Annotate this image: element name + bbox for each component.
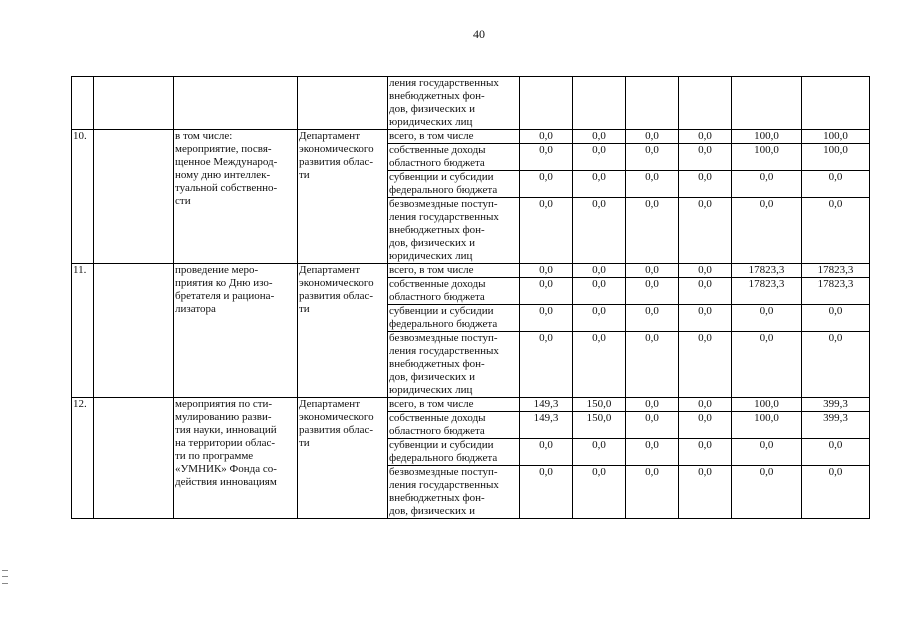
executor-cell-line: развития облас-: [299, 156, 374, 168]
value-cell: 17823,3: [802, 264, 870, 278]
funding-table: [71, 76, 870, 519]
funding-source-cell-line: федерального бюджета: [389, 184, 498, 196]
funding-source-cell-line: федерального бюджета: [389, 318, 498, 330]
funding-source-cell-line: дов, физических и: [389, 505, 475, 517]
value-cell: 0,0: [679, 439, 732, 466]
funding-source-cell: [388, 278, 520, 305]
funding-source-cell-line: собственные доходы: [389, 278, 486, 290]
empty-value-cell: [573, 77, 626, 130]
measure-name-cell-line: действия инновациям: [175, 476, 277, 488]
funding-source-cell-line: федерального бюджета: [389, 452, 498, 464]
measure-name-cell-line: туальной собственно-: [175, 182, 278, 194]
funding-source-cell-line: всего, в том числе: [389, 398, 474, 410]
value-cell: 0,0: [573, 198, 626, 264]
value-cell: 0,0: [679, 171, 732, 198]
value-cell: 0,0: [802, 198, 870, 264]
value-cell: 150,0: [573, 398, 626, 412]
funding-source-cell: [388, 130, 520, 144]
value-cell: 100,0: [732, 398, 802, 412]
value-cell: 0,0: [626, 398, 679, 412]
executor-cell-line: ти: [299, 437, 310, 449]
executor-cell-line: экономического: [299, 411, 374, 423]
value-cell: 0,0: [732, 466, 802, 519]
funding-source-cell-line: субвенции и субсидии: [389, 439, 494, 451]
value-cell: 0,0: [679, 398, 732, 412]
value-cell: 0,0: [679, 305, 732, 332]
measure-name-cell-line: мулированию разви-: [175, 411, 272, 423]
value-cell: 149,3: [520, 398, 573, 412]
value-cell: 0,0: [732, 332, 802, 398]
value-cell: 0,0: [802, 466, 870, 519]
value-cell: 149,3: [520, 412, 573, 439]
value-cell: 0,0: [626, 198, 679, 264]
value-cell: 17823,3: [732, 264, 802, 278]
value-cell: 0,0: [626, 264, 679, 278]
value-cell: 0,0: [802, 305, 870, 332]
empty-value-cell: [520, 77, 573, 130]
value-cell: 0,0: [520, 171, 573, 198]
measure-name-cell-line: ному дню интеллек-: [175, 169, 271, 181]
funding-source-cell: [388, 412, 520, 439]
value-cell: 0,0: [520, 332, 573, 398]
empty-cell: [298, 77, 388, 130]
empty-cell: [72, 77, 94, 130]
value-cell: 100,0: [732, 130, 802, 144]
funding-source-cell-line: внебюджетных фон-: [389, 90, 485, 102]
value-cell: 399,3: [802, 412, 870, 439]
funding-source-cell-line: дов, физических и: [389, 103, 475, 115]
funding-source-cell: [388, 144, 520, 171]
funding-source-cell-line: субвенции и субсидии: [389, 171, 494, 183]
funding-source-cell-line: всего, в том числе: [389, 130, 474, 142]
funding-source-cell-line: дов, физических и: [389, 371, 475, 383]
executor-cell: [298, 130, 388, 264]
executor-cell-line: Департамент: [299, 130, 361, 142]
funding-source-cell-line: внебюджетных фон-: [389, 358, 485, 370]
measure-name-cell-line: на территории облас-: [175, 437, 276, 449]
value-cell: 0,0: [802, 439, 870, 466]
value-cell: 0,0: [679, 144, 732, 171]
value-cell: 0,0: [679, 264, 732, 278]
funding-source-cell-line: внебюджетных фон-: [389, 224, 485, 236]
table-row: [72, 264, 870, 278]
funding-source-cell: [388, 466, 520, 519]
table-row: [72, 130, 870, 144]
funding-source-cell-line: юридических лиц: [389, 384, 473, 396]
value-cell: 0,0: [520, 264, 573, 278]
funding-source-cell-line: безвозмездные поступ-: [389, 198, 498, 210]
value-cell: 0,0: [520, 144, 573, 171]
value-cell: 0,0: [679, 278, 732, 305]
item-number: 12.: [72, 398, 94, 519]
table-body: [72, 77, 870, 519]
value-cell: 0,0: [520, 278, 573, 305]
funding-source-cell-line: ления государственных: [389, 479, 499, 491]
executor-cell: [298, 264, 388, 398]
executor-cell-line: ти: [299, 169, 310, 181]
empty-value-cell: [802, 77, 870, 130]
value-cell: 17823,3: [732, 278, 802, 305]
value-cell: 0,0: [520, 305, 573, 332]
value-cell: 0,0: [679, 198, 732, 264]
value-cell: 0,0: [626, 412, 679, 439]
margin-mark: [2, 570, 8, 584]
value-cell: 0,0: [626, 171, 679, 198]
value-cell: 0,0: [520, 198, 573, 264]
measure-name-cell-line: в том числе:: [175, 130, 233, 142]
measure-name-cell-line: ти по программе: [175, 450, 254, 462]
funding-source-cell: [388, 332, 520, 398]
value-cell: 0,0: [626, 305, 679, 332]
value-cell: 100,0: [732, 144, 802, 171]
value-cell: 0,0: [520, 130, 573, 144]
executor-cell-line: ти: [299, 303, 310, 315]
funding-source-cell-line: юридических лиц: [389, 116, 473, 128]
executor-cell-line: Департамент: [299, 264, 361, 276]
executor-cell-line: Департамент: [299, 398, 361, 410]
funding-source-cell-line: ления государственных: [389, 77, 499, 89]
funding-source-cell-line: внебюджетных фон-: [389, 492, 485, 504]
value-cell: 0,0: [573, 439, 626, 466]
item-number: 10.: [72, 130, 94, 264]
measure-name-cell: [174, 264, 298, 398]
value-cell: 0,0: [626, 466, 679, 519]
funding-source-cell: [388, 398, 520, 412]
measure-name-cell: [174, 130, 298, 264]
value-cell: 0,0: [679, 412, 732, 439]
value-cell: 0,0: [626, 439, 679, 466]
executor-cell: [298, 398, 388, 519]
funding-source-cell-line: безвозмездные поступ-: [389, 332, 498, 344]
funding-source-cell-line: областного бюджета: [389, 291, 485, 303]
value-cell: 0,0: [732, 439, 802, 466]
value-cell: 399,3: [802, 398, 870, 412]
measure-name-cell: [174, 398, 298, 519]
empty-value-cell: [679, 77, 732, 130]
funding-source-cell-line: ления государственных: [389, 345, 499, 357]
measure-name-cell-line: бретателя и рациона-: [175, 290, 275, 302]
empty-value-cell: [732, 77, 802, 130]
value-cell: 0,0: [626, 278, 679, 305]
executor-cell-line: экономического: [299, 277, 374, 289]
empty-value-cell: [626, 77, 679, 130]
funding-source-cell: [388, 171, 520, 198]
measure-name-cell-line: мероприятие, посвя-: [175, 143, 272, 155]
empty-cell: [94, 77, 174, 130]
value-cell: 0,0: [520, 466, 573, 519]
measure-name-cell-line: приятия ко Дню изо-: [175, 277, 273, 289]
value-cell: 0,0: [626, 130, 679, 144]
value-cell: 0,0: [520, 439, 573, 466]
value-cell: 0,0: [573, 130, 626, 144]
value-cell: 0,0: [732, 198, 802, 264]
funding-source-cell-line: субвенции и субсидии: [389, 305, 494, 317]
empty-cell: [174, 77, 298, 130]
value-cell: 100,0: [802, 144, 870, 171]
measure-name-cell-line: проведение меро-: [175, 264, 259, 276]
empty-cell: [94, 264, 174, 398]
empty-cell: [94, 398, 174, 519]
value-cell: 17823,3: [802, 278, 870, 305]
value-cell: 0,0: [802, 332, 870, 398]
funding-source-cell-line: областного бюджета: [389, 157, 485, 169]
value-cell: 100,0: [732, 412, 802, 439]
funding-source-cell-line: дов, физических и: [389, 237, 475, 249]
measure-name-cell-line: сти: [175, 195, 191, 207]
value-cell: 0,0: [626, 144, 679, 171]
value-cell: 0,0: [573, 278, 626, 305]
value-cell: 0,0: [732, 171, 802, 198]
value-cell: 0,0: [573, 305, 626, 332]
funding-source-cell: [388, 439, 520, 466]
value-cell: 0,0: [573, 332, 626, 398]
measure-name-cell-line: мероприятия по сти-: [175, 398, 273, 410]
funding-source-cell: [388, 77, 520, 130]
executor-cell-line: развития облас-: [299, 424, 374, 436]
funding-source-cell-line: областного бюджета: [389, 425, 485, 437]
measure-name-cell-line: щенное Международ-: [175, 156, 278, 168]
funding-source-cell-line: ления государственных: [389, 211, 499, 223]
funding-source-cell: [388, 305, 520, 332]
value-cell: 0,0: [573, 264, 626, 278]
empty-cell: [94, 130, 174, 264]
measure-name-cell-line: тия науки, инноваций: [175, 424, 277, 436]
funding-source-cell-line: собственные доходы: [389, 412, 486, 424]
value-cell: 0,0: [679, 332, 732, 398]
executor-cell-line: развития облас-: [299, 290, 374, 302]
funding-source-cell-line: юридических лиц: [389, 250, 473, 262]
value-cell: 0,0: [679, 130, 732, 144]
funding-source-cell-line: безвозмездные поступ-: [389, 466, 498, 478]
funding-source-cell: [388, 264, 520, 278]
value-cell: 0,0: [573, 171, 626, 198]
table-row: [72, 398, 870, 412]
page-number: 40: [473, 27, 485, 41]
measure-name-cell-line: «УМНИК» Фонда со-: [175, 463, 277, 475]
value-cell: 0,0: [679, 466, 732, 519]
item-number: 11.: [72, 264, 94, 398]
continuation-row: [72, 77, 870, 130]
value-cell: 100,0: [802, 130, 870, 144]
funding-source-cell-line: собственные доходы: [389, 144, 486, 156]
value-cell: 0,0: [573, 144, 626, 171]
value-cell: 0,0: [573, 466, 626, 519]
value-cell: 0,0: [626, 332, 679, 398]
measure-name-cell-line: лизатора: [175, 303, 216, 315]
funding-source-cell-line: всего, в том числе: [389, 264, 474, 276]
value-cell: 150,0: [573, 412, 626, 439]
value-cell: 0,0: [802, 171, 870, 198]
executor-cell-line: экономического: [299, 143, 374, 155]
value-cell: 0,0: [732, 305, 802, 332]
funding-source-cell: [388, 198, 520, 264]
